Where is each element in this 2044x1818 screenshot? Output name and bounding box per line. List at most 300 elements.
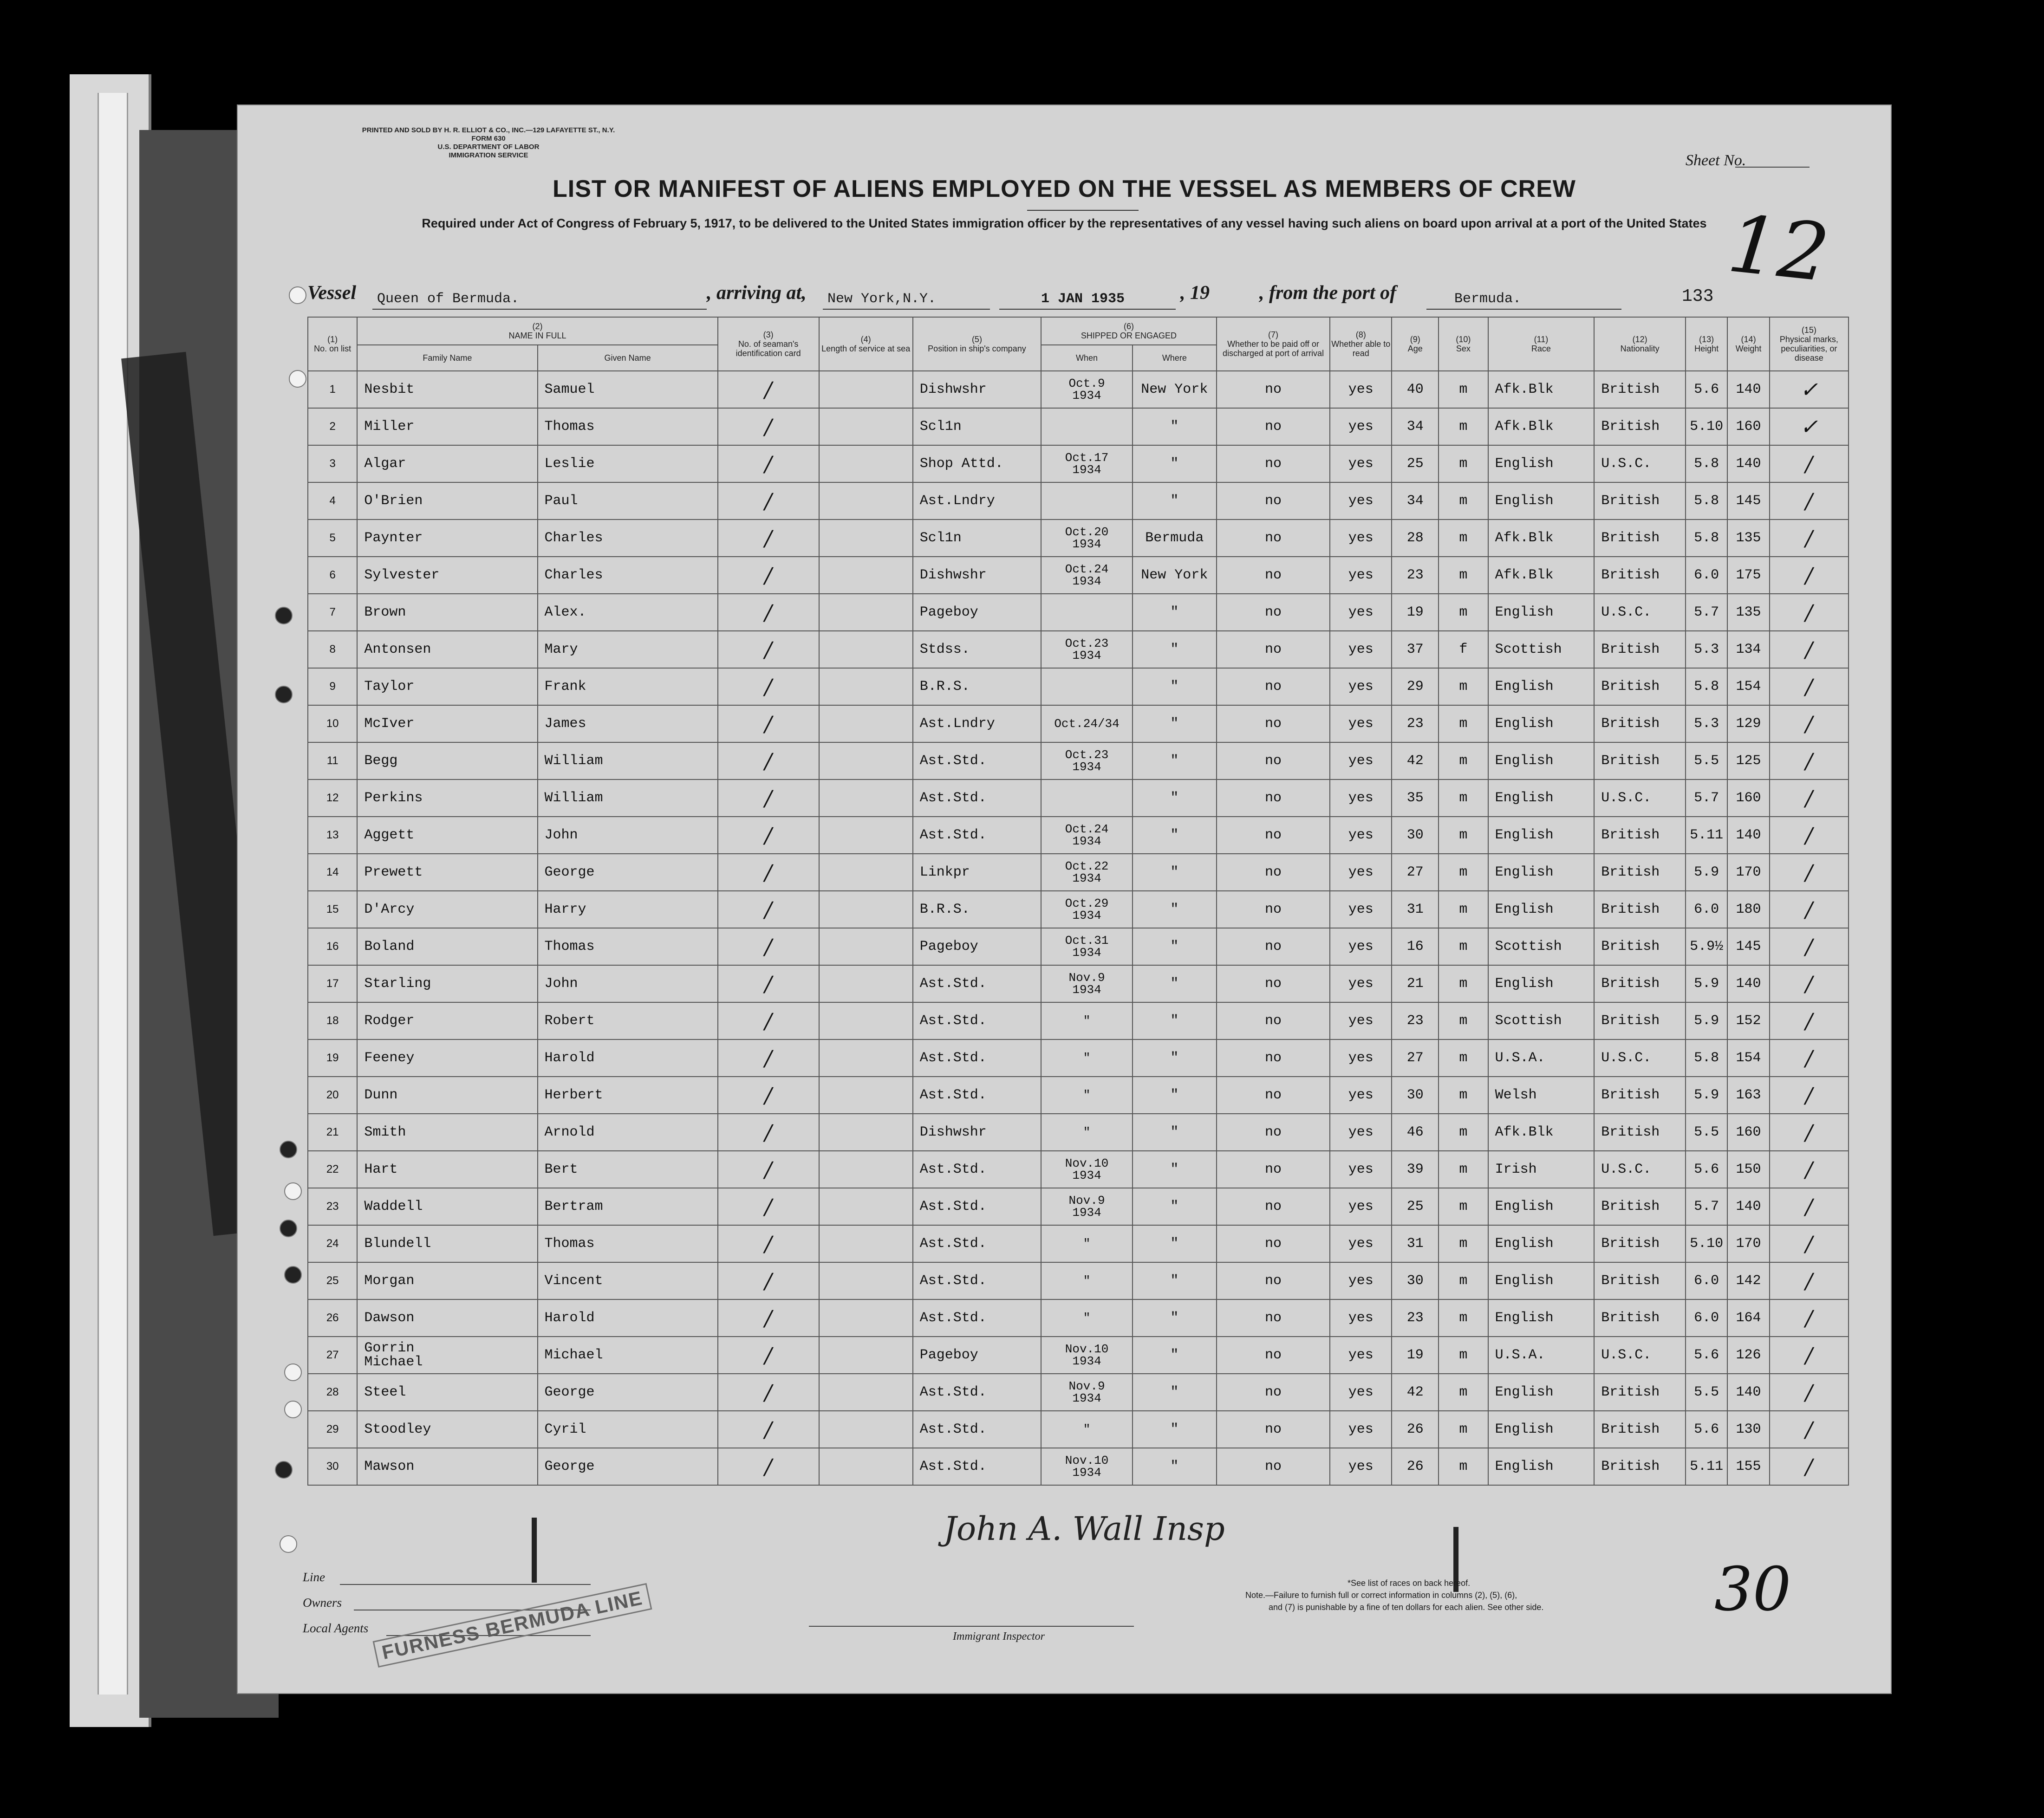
cell-where: " [1133,408,1217,445]
cell-height: 5.6 [1686,371,1727,408]
cell-height: 5.6 [1686,1337,1727,1374]
cell-read: yes [1330,519,1392,557]
cell-when: Oct.29 1934 [1041,891,1133,928]
cell-weight: 140 [1727,445,1769,482]
cell-marks: / [1770,668,1849,705]
cell-marks: / [1770,1225,1849,1262]
cell-service [819,594,913,631]
cell-marks: / [1770,1262,1849,1299]
cell-marks: / [1770,482,1849,519]
cell-marks: / [1770,1077,1849,1114]
cell-age: 26 [1392,1448,1439,1485]
cell-family: Boland [357,928,537,965]
cell-race: Afk.Blk [1488,557,1595,594]
cell-sex: m [1439,1448,1488,1485]
cell-race: English [1488,1448,1595,1485]
cell-marks: / [1770,594,1849,631]
cell-position: B.R.S. [913,668,1041,705]
line-underline [340,1584,591,1585]
arrival-date: 1 JAN 1935 [1041,291,1125,307]
cell-race: Afk.Blk [1488,371,1595,408]
cell-card: / [718,594,819,631]
table-row [308,1002,1849,1039]
col-label: SHIPPED OR ENGAGED [1081,331,1177,340]
cell-age: 30 [1392,1077,1439,1114]
cell-height: 5.5 [1686,1374,1727,1411]
cell-family: Waddell [357,1188,537,1225]
cell-service [819,371,913,408]
cell-weight: 170 [1727,854,1769,891]
cell-age: 23 [1392,1002,1439,1039]
cell-no: 1 [308,371,357,408]
cell-read: yes [1330,1411,1392,1448]
cell-card: / [718,965,819,1002]
cell-no: 25 [308,1262,357,1299]
col-nationality-header [1594,317,1686,371]
cell-where: " [1133,482,1217,519]
col-index: (8) [1355,330,1366,339]
cell-service [819,668,913,705]
cell-read: yes [1330,928,1392,965]
cell-weight: 160 [1727,1114,1769,1151]
cell-service [819,928,913,965]
cell-nationality: British [1594,557,1686,594]
cell-weight: 135 [1727,594,1769,631]
col-paidoff-header [1217,317,1330,371]
table-row [308,854,1849,891]
cell-where: " [1133,1262,1217,1299]
cell-position: Ast.Std. [913,965,1041,1002]
cell-family: Feeney [357,1039,537,1077]
cell-family: D'Arcy [357,891,537,928]
cell-read: yes [1330,1262,1392,1299]
cell-nationality: British [1594,928,1686,965]
cell-weight: 154 [1727,668,1769,705]
cell-paid: no [1217,519,1330,557]
cell-marks: / [1770,1039,1849,1077]
cell-family: Perkins [357,779,537,817]
cell-weight: 134 [1727,631,1769,668]
cell-marks: / [1770,1188,1849,1225]
cell-sex: m [1439,1225,1488,1262]
cell-race: English [1488,779,1595,817]
cell-given: Harry [538,891,718,928]
cell-position: Stdss. [913,631,1041,668]
cell-position: Dishwshr [913,371,1041,408]
cell-service [819,557,913,594]
cell-nationality: U.S.C. [1594,1039,1686,1077]
cell-where: " [1133,779,1217,817]
cell-sex: m [1439,817,1488,854]
table-row [308,1262,1849,1299]
cell-weight: 140 [1727,965,1769,1002]
cell-service [819,1188,913,1225]
col-race-header [1488,317,1595,371]
cell-sex: m [1439,1077,1488,1114]
cell-paid: no [1217,891,1330,928]
port-underline [1426,309,1621,310]
cell-weight: 129 [1727,705,1769,742]
table-row [308,1374,1849,1411]
cell-sex: m [1439,1337,1488,1374]
cell-service [819,1411,913,1448]
cell-race: U.S.A. [1488,1039,1595,1077]
cell-sex: m [1439,779,1488,817]
cell-nationality: British [1594,668,1686,705]
cell-marks: / [1770,928,1849,965]
cell-height: 6.0 [1686,891,1727,928]
cell-race: English [1488,1299,1595,1337]
col-label: Position in ship's company [928,344,1026,353]
cell-given: Arnold [538,1114,718,1151]
table-row [308,1039,1849,1077]
cell-service [819,445,913,482]
cell-marks: / [1770,1337,1849,1374]
cell-race: English [1488,817,1595,854]
cell-service [819,1262,913,1299]
arriving-label: , arriving at, [707,282,807,304]
cell-sex: m [1439,742,1488,779]
cell-family: Dunn [357,1077,537,1114]
cell-paid: no [1217,1039,1330,1077]
col-index: (7) [1268,330,1279,339]
cell-height: 5.11 [1686,817,1727,854]
cell-race: Afk.Blk [1488,408,1595,445]
cell-family: Stoodley [357,1411,537,1448]
cell-sex: m [1439,891,1488,928]
cell-service [819,779,913,817]
cell-nationality: British [1594,1411,1686,1448]
col-index: (4) [860,335,871,344]
cell-when: " [1041,1225,1133,1262]
cell-when [1041,482,1133,519]
cell-nationality: British [1594,705,1686,742]
cell-no: 26 [308,1299,357,1337]
cell-no: 14 [308,854,357,891]
printer-line: PRINTED AND SOLD BY H. R. ELLIOT & CO., INC.—129 LAFAYETTE ST., N.Y. [362,126,615,134]
cell-when: Oct.23 1934 [1041,742,1133,779]
arriving-underline [823,309,990,310]
cell-when: Oct.31 1934 [1041,928,1133,965]
cell-where: Bermuda [1133,519,1217,557]
cell-paid: no [1217,817,1330,854]
cell-age: 23 [1392,705,1439,742]
cell-height: 5.8 [1686,668,1727,705]
col-shipped-header [1041,317,1217,345]
cell-nationality: British [1594,742,1686,779]
cell-when: " [1041,1002,1133,1039]
col-service-header [819,317,913,371]
table-row [308,631,1849,668]
cell-nationality: British [1594,1077,1686,1114]
cell-paid: no [1217,668,1330,705]
cell-race: English [1488,1225,1595,1262]
cell-where: New York [1133,371,1217,408]
cell-position: B.R.S. [913,891,1041,928]
punch-hole [284,1182,302,1200]
cell-card: / [718,1374,819,1411]
cell-card: / [718,1337,819,1374]
cell-read: yes [1330,1374,1392,1411]
cell-sex: m [1439,445,1488,482]
cell-where: " [1133,1077,1217,1114]
cell-card: / [718,557,819,594]
cell-no: 30 [308,1448,357,1485]
cell-nationality: British [1594,1188,1686,1225]
cell-nationality: U.S.C. [1594,445,1686,482]
cell-height: 5.8 [1686,519,1727,557]
cell-card: / [718,519,819,557]
cell-when: " [1041,1299,1133,1337]
punch-hole [289,370,306,388]
punch-hole [284,1266,302,1284]
cell-paid: no [1217,631,1330,668]
col-label: No. of seaman's identification card [736,339,801,358]
cell-given: George [538,854,718,891]
cell-sex: m [1439,1039,1488,1077]
cell-marks: / [1770,557,1849,594]
cell-given: Paul [538,482,718,519]
cell-race: English [1488,1374,1595,1411]
punch-hole [280,1220,297,1237]
printer-imprint [303,126,674,160]
cell-no: 4 [308,482,357,519]
col-index: (14) [1741,335,1756,344]
cell-card: / [718,445,819,482]
vessel-line [238,282,1891,314]
cell-service [819,1039,913,1077]
cell-no: 21 [308,1114,357,1151]
crew-rows [308,371,1849,1485]
cell-card: / [718,668,819,705]
cell-service [819,1151,913,1188]
cell-paid: no [1217,557,1330,594]
cell-when: Oct.23 1934 [1041,631,1133,668]
cell-weight: 135 [1727,519,1769,557]
cell-age: 23 [1392,1299,1439,1337]
cell-read: yes [1330,1448,1392,1485]
cell-age: 16 [1392,928,1439,965]
cell-given: Thomas [538,408,718,445]
cell-nationality: British [1594,1262,1686,1299]
cell-age: 42 [1392,742,1439,779]
cell-given: George [538,1374,718,1411]
table-row [308,928,1849,965]
cell-sex: m [1439,1114,1488,1151]
col-label: Sex [1456,344,1471,353]
cell-marks: / [1770,817,1849,854]
cell-where: New York [1133,557,1217,594]
cell-given: Cyril [538,1411,718,1448]
cell-nationality: British [1594,965,1686,1002]
cell-height: 5.5 [1686,742,1727,779]
cell-given: Charles [538,519,718,557]
cell-race: English [1488,445,1595,482]
punch-hole [284,1401,302,1418]
table-row [308,1225,1849,1262]
cell-height: 5.8 [1686,445,1727,482]
cell-paid: no [1217,1151,1330,1188]
cell-when: " [1041,1039,1133,1077]
cell-service [819,1225,913,1262]
cell-sex: m [1439,854,1488,891]
cell-family: Hart [357,1151,537,1188]
cell-read: yes [1330,1299,1392,1337]
cell-family: Starling [357,965,537,1002]
cell-when: " [1041,1411,1133,1448]
cell-no: 9 [308,668,357,705]
cell-when: Nov.9 1934 [1041,1374,1133,1411]
cell-weight: 163 [1727,1077,1769,1114]
cell-given: Frank [538,668,718,705]
punch-hole [280,1535,297,1553]
cell-given: Charles [538,557,718,594]
ink-stroke: | [523,1507,546,1583]
cell-where: " [1133,1114,1217,1151]
table-row [308,779,1849,817]
col-index: (2) [532,322,543,331]
cell-position: Linkpr [913,854,1041,891]
cell-marks: / [1770,1114,1849,1151]
table-row [308,891,1849,928]
cell-service [819,705,913,742]
cell-family: Aggett [357,817,537,854]
table-row [308,594,1849,631]
cell-read: yes [1330,705,1392,742]
date-underline [999,309,1176,310]
printer-service: IMMIGRATION SERVICE [449,151,528,159]
cell-read: yes [1330,1114,1392,1151]
col-label: Height [1694,344,1719,353]
cell-when: Nov.10 1934 [1041,1448,1133,1485]
ink-stroke: | [1445,1517,1467,1592]
cell-age: 21 [1392,965,1439,1002]
cell-position: Dishwshr [913,557,1041,594]
cell-family: Algar [357,445,537,482]
cell-height: 5.9 [1686,1077,1727,1114]
cell-age: 25 [1392,445,1439,482]
cell-when: Oct.17 1934 [1041,445,1133,482]
cell-no: 2 [308,408,357,445]
cell-card: / [718,1411,819,1448]
sheet-number-line [1735,167,1810,168]
cell-paid: no [1217,1448,1330,1485]
cell-marks: ✓ [1770,371,1849,408]
cell-nationality: British [1594,482,1686,519]
cell-position: Ast.Std. [913,1262,1041,1299]
table-row [308,1188,1849,1225]
cell-position: Pageboy [913,1337,1041,1374]
cell-when: Oct.24 1934 [1041,817,1133,854]
cell-height: 5.6 [1686,1411,1727,1448]
cell-paid: no [1217,779,1330,817]
cell-race: Afk.Blk [1488,519,1595,557]
cell-given: William [538,779,718,817]
cell-paid: no [1217,1225,1330,1262]
cell-weight: 140 [1727,371,1769,408]
cell-sex: m [1439,557,1488,594]
cell-read: yes [1330,631,1392,668]
cell-weight: 175 [1727,557,1769,594]
cell-nationality: U.S.C. [1594,594,1686,631]
cell-read: yes [1330,1225,1392,1262]
cell-paid: no [1217,1188,1330,1225]
cell-paid: no [1217,742,1330,779]
cell-age: 37 [1392,631,1439,668]
cell-given: Harold [538,1039,718,1077]
vessel-label: Vessel [307,282,356,304]
cell-where: " [1133,1299,1217,1337]
note-penalty-cont: and (7) is punishable by a fine of ten dollars for each alien. See other side. [1269,1603,1544,1612]
inspector-line [809,1626,1134,1627]
col-index: (6) [1123,322,1134,331]
col-label: No. on list [314,344,352,353]
cell-paid: no [1217,482,1330,519]
col-label: Weight [1735,344,1762,353]
cell-when [1041,408,1133,445]
cell-where: " [1133,817,1217,854]
cell-position: Ast.Std. [913,1188,1041,1225]
cell-when: Nov.9 1934 [1041,965,1133,1002]
cell-age: 19 [1392,594,1439,631]
cell-race: English [1488,482,1595,519]
col-number-header [308,317,357,371]
cell-when: Nov.10 1934 [1041,1337,1133,1374]
col-index: (10) [1456,335,1471,344]
cell-weight: 164 [1727,1299,1769,1337]
cell-age: 34 [1392,408,1439,445]
cell-read: yes [1330,557,1392,594]
printer-department: U.S. DEPARTMENT OF LABOR [437,143,540,151]
cell-position: Ast.Std. [913,1411,1041,1448]
cell-no: 10 [308,705,357,742]
cell-age: 40 [1392,371,1439,408]
cell-position: Ast.Std. [913,1299,1041,1337]
col-given-name-header: Given Name [538,345,718,371]
cell-family: Dawson [357,1299,537,1337]
cell-race: Scottish [1488,928,1595,965]
cell-race: English [1488,1188,1595,1225]
table-row [308,1114,1849,1151]
cell-sex: m [1439,1002,1488,1039]
cell-weight: 140 [1727,817,1769,854]
cell-card: / [718,1077,819,1114]
cell-where: " [1133,1151,1217,1188]
table-row [308,817,1849,854]
cell-given: John [538,965,718,1002]
cell-service [819,1002,913,1039]
cell-read: yes [1330,594,1392,631]
cell-paid: no [1217,1411,1330,1448]
cell-where: " [1133,631,1217,668]
cell-nationality: U.S.C. [1594,779,1686,817]
cell-given: Harold [538,1299,718,1337]
cell-paid: no [1217,1002,1330,1039]
cell-family: Blundell [357,1225,537,1262]
cell-paid: no [1217,1262,1330,1299]
cell-height: 5.9 [1686,1002,1727,1039]
page-subtitle: Required under Act of Congress of February 5, 1917, to be delivered to the United States immigration officer by the representatives of any vessel having such aliens on board upon arrival at a port of the United States [422,216,1707,230]
cell-paid: no [1217,705,1330,742]
table-row [308,445,1849,482]
cell-family: Mawson [357,1448,537,1485]
table-row [308,1299,1849,1337]
vessel-underline [372,309,707,310]
cell-age: 23 [1392,557,1439,594]
cell-sex: f [1439,631,1488,668]
handwritten-page-number: 12 [1724,198,1834,300]
cell-card: / [718,1151,819,1188]
